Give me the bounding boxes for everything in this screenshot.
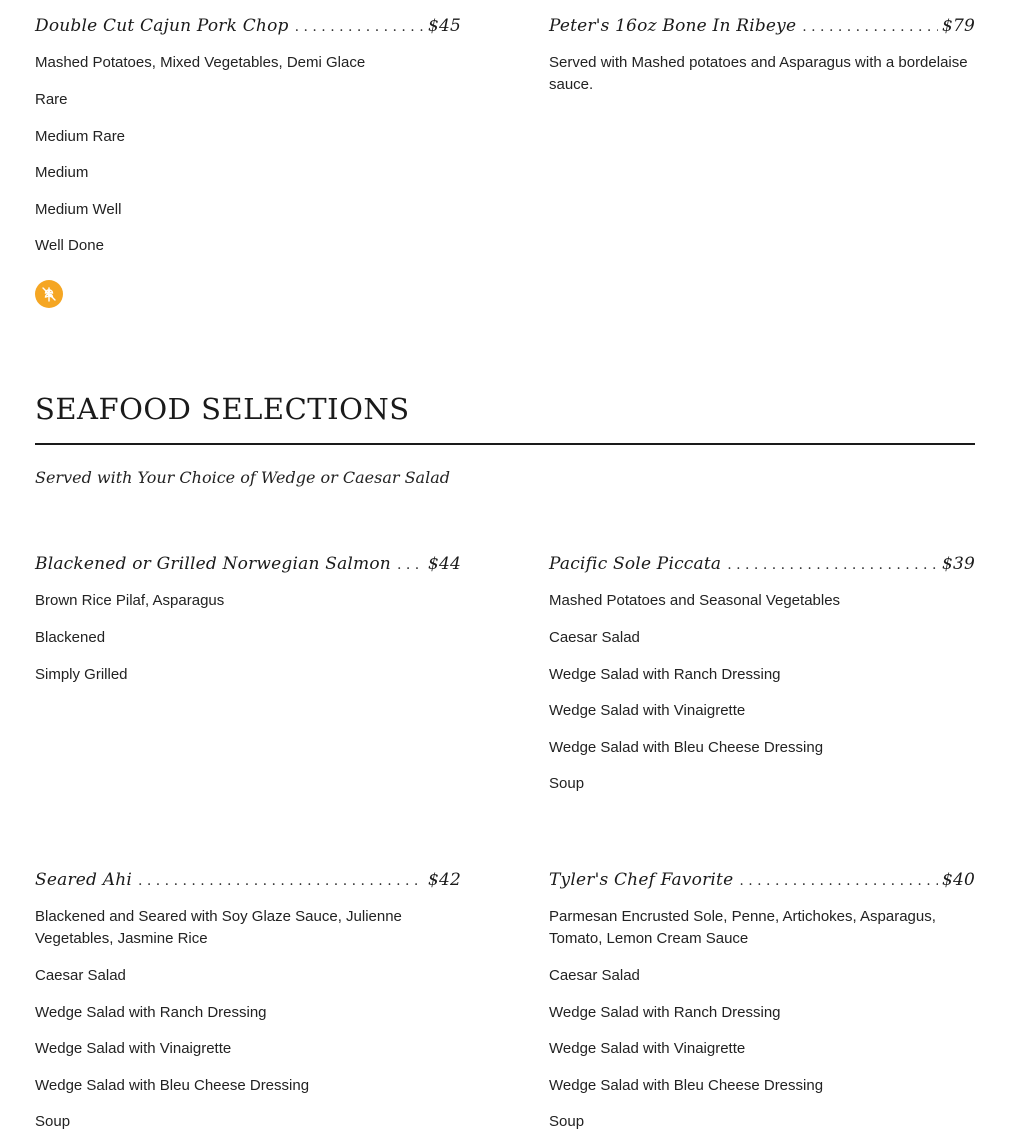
dot-leader [397, 557, 424, 573]
menu-item-pork-chop [35, 16, 461, 265]
item-description: Blackened and Seared with Soy Glaze Sauce, Julienne Vegetables, Jasmine Rice [35, 908, 402, 947]
section-subtitle: Served with Your Choice of Wedge or Caesar Salad [35, 468, 450, 487]
item-description: Mashed Potatoes, Mixed Vegetables, Demi Glace [35, 54, 366, 71]
option-rare[interactable]: Rare [35, 91, 68, 108]
item-price: $40 [941, 870, 975, 890]
option-soup[interactable]: Soup [35, 1113, 71, 1131]
preparation-options [35, 620, 461, 693]
section-divider [35, 443, 975, 445]
item-name: Peter's 16oz Bone In Ribeye [549, 16, 797, 36]
item-name: Tyler's Chef Favorite [549, 870, 734, 890]
dot-leader [295, 19, 424, 35]
option-caesar-salad[interactable]: Caesar Salad [549, 629, 640, 646]
item-header [549, 870, 975, 894]
option-medium-well[interactable]: Medium Well [35, 200, 122, 218]
dot-leader [739, 873, 938, 889]
item-price: $45 [427, 16, 461, 36]
item-name: Double Cut Cajun Pork Chop [35, 16, 289, 36]
option-wedge-bleu-cheese[interactable]: Wedge Salad with Bleu Cheese Dressing [35, 1076, 310, 1094]
item-header [549, 554, 975, 578]
option-wedge-vinaigrette[interactable]: Wedge Salad with Vinaigrette [549, 702, 746, 720]
option-wedge-ranch[interactable]: Wedge Salad with Ranch Dressing [549, 665, 781, 683]
option-caesar-salad[interactable]: Caesar Salad [35, 967, 126, 984]
item-header [35, 554, 461, 578]
menu-item-ribeye [549, 16, 975, 96]
item-name: Pacific Sole Piccata [549, 554, 722, 574]
dot-leader [727, 557, 938, 573]
menu-item-salmon [35, 554, 461, 693]
option-wedge-bleu-cheese[interactable]: Wedge Salad with Bleu Cheese Dressing [549, 738, 824, 756]
option-medium[interactable]: Medium [35, 164, 89, 182]
item-description: Served with Mashed potatoes and Asparagus with a bordelaise sauce. [549, 54, 968, 93]
option-wedge-ranch[interactable]: Wedge Salad with Ranch Dressing [35, 1003, 267, 1021]
item-description: Brown Rice Pilaf, Asparagus [35, 592, 225, 609]
side-options [549, 958, 975, 1141]
option-well-done[interactable]: Well Done [35, 237, 104, 255]
item-header [35, 16, 461, 40]
side-options [35, 958, 461, 1141]
item-name: Blackened or Grilled Norwegian Salmon [35, 554, 391, 574]
option-simply-grilled[interactable]: Simply Grilled [35, 665, 128, 683]
item-description: Mashed Potatoes and Seasonal Vegetables [549, 592, 841, 609]
item-price: $42 [427, 870, 461, 890]
item-price: $79 [941, 16, 975, 36]
option-medium-rare[interactable]: Medium Rare [35, 127, 126, 145]
dot-leader [138, 873, 424, 889]
option-soup[interactable]: Soup [549, 1113, 585, 1131]
option-wedge-vinaigrette[interactable]: Wedge Salad with Vinaigrette [549, 1040, 746, 1058]
option-caesar-salad[interactable]: Caesar Salad [549, 967, 640, 984]
option-wedge-vinaigrette[interactable]: Wedge Salad with Vinaigrette [35, 1040, 232, 1058]
menu-item-sole-piccata [549, 554, 975, 803]
item-header [549, 16, 975, 40]
item-price: $44 [427, 554, 461, 574]
option-wedge-bleu-cheese[interactable]: Wedge Salad with Bleu Cheese Dressing [549, 1076, 824, 1094]
menu-item-chef-favorite [549, 870, 975, 1141]
item-description: Parmesan Encrusted Sole, Penne, Artichokes, Asparagus, Tomato, Lemon Cream Sauce [549, 908, 936, 947]
menu-item-seared-ahi [35, 870, 461, 1141]
option-wedge-ranch[interactable]: Wedge Salad with Ranch Dressing [549, 1003, 781, 1021]
item-name: Seared Ahi [35, 870, 132, 890]
option-soup[interactable]: Soup [549, 775, 585, 793]
item-price: $39 [941, 554, 975, 574]
side-options [549, 620, 975, 803]
gluten-free-icon [35, 280, 63, 308]
section-title: SEAFOOD SELECTIONS [35, 392, 410, 426]
option-blackened[interactable]: Blackened [35, 629, 106, 646]
doneness-options [35, 82, 461, 265]
item-header [35, 870, 461, 894]
dot-leader [802, 19, 938, 35]
